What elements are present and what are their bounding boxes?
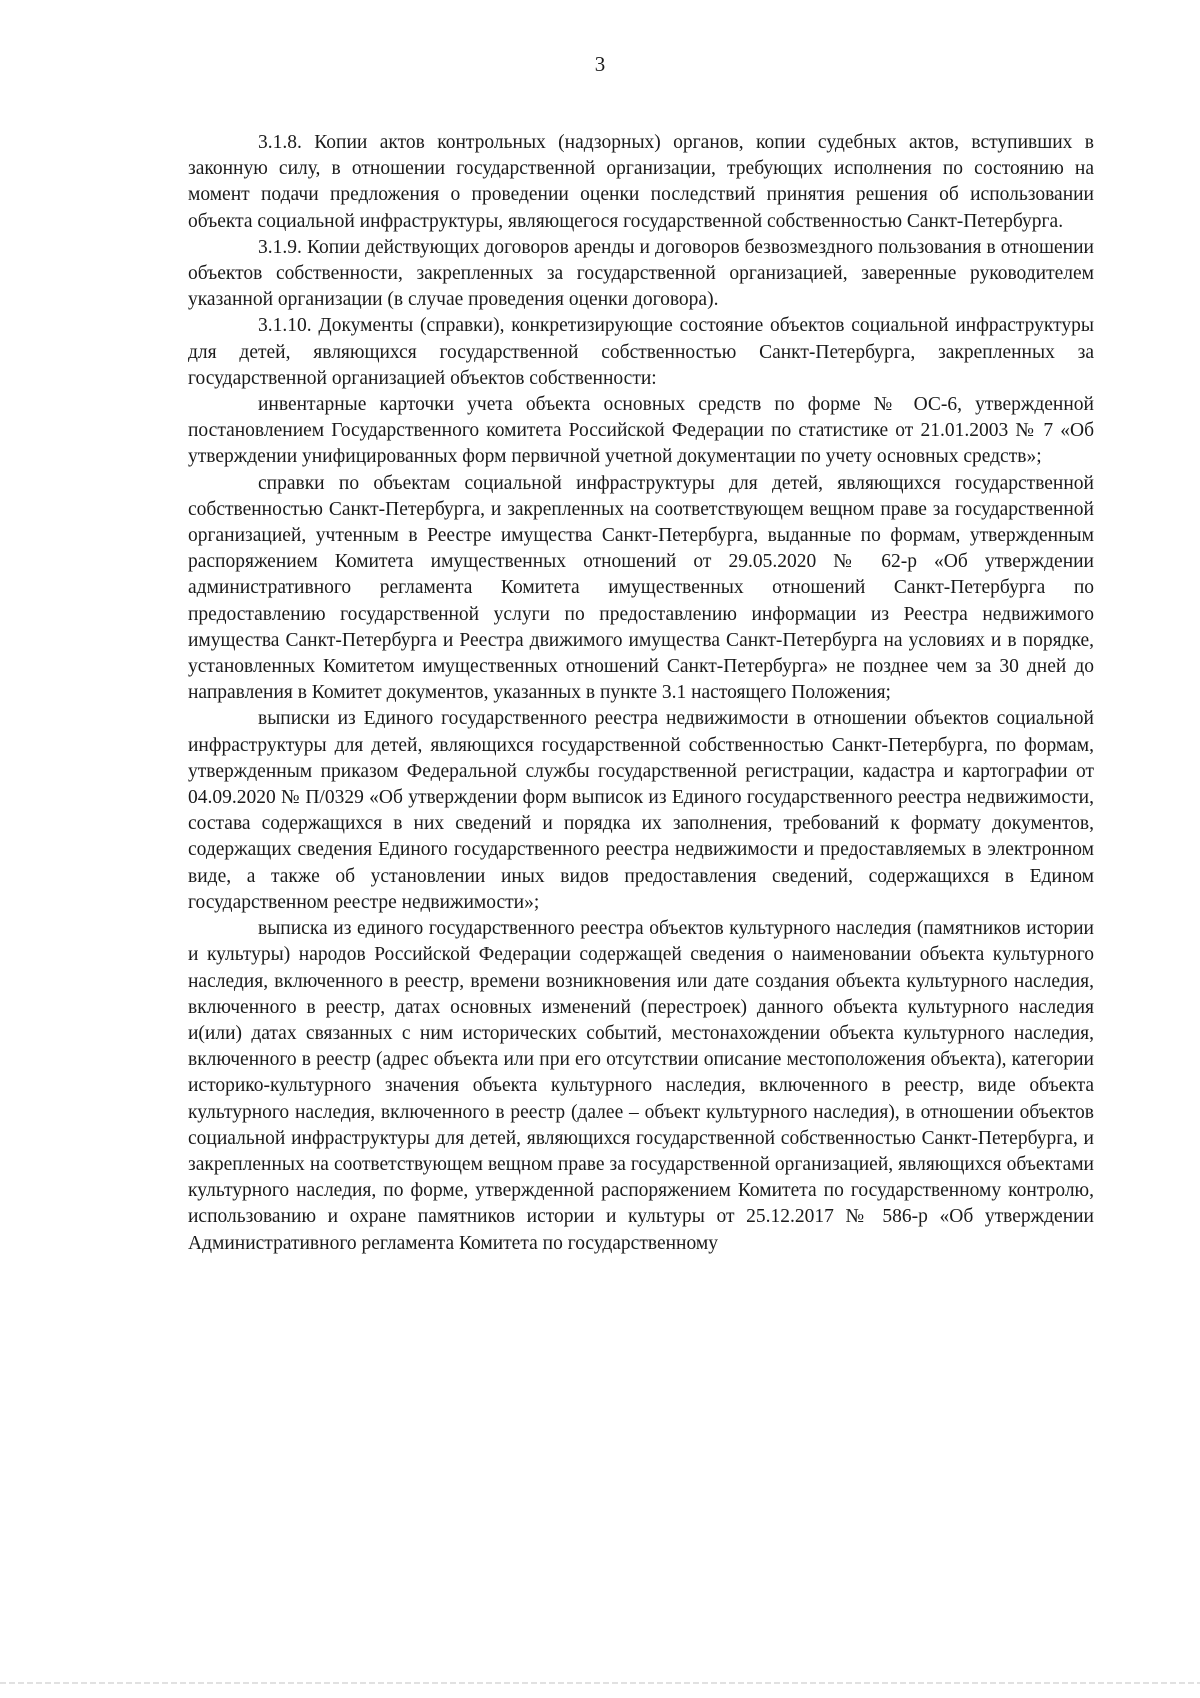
paragraph-egrn-extracts: выписки из Единого государственного реестра недвижимости в отношении объектов социальной инфраструктуры для детей, являющихся государственной собственностью Санкт-Петербурга, по формам, утвержденным приказом Федеральной службы государственной регистрации, кадастра и картографии от 04.09.2020 № П/0329 «Об утверждении форм выписок из Единого государственного реестра недвижимости, состава содержащихся в них сведений и порядка их заполнения, требований к формату документов, содержащих сведения Единого государственного реестра недвижимости и предоставляемых в электронном виде, а также об установлении иных видов предоставления сведений, содержащихся в Едином государственном реестре недвижимости»;: [188, 708, 1094, 913]
page-number: 3: [594, 52, 606, 76]
paragraph-3-1-9: 3.1.9. Копии действующих договоров аренды и договоров безвозмездного пользования в отношении объектов собственности, закрепленных за государственной организацией, заверенные руководителем указанной организации (в случае проведения оценки договора).: [188, 236, 1094, 311]
paragraph-3-1-8: 3.1.8. Копии актов контрольных (надзорных) органов, копии судебных актов, вступивших в законную силу, в отношении государственной организации, требующих исполнения по состоянию на момент подачи предложения о проведении оценки последствий принятия решения об использовании объекта социальной инфраструктуры, являющегося государственной собственностью Санкт-Петербурга.: [188, 132, 1094, 232]
paragraph-3-1-10: 3.1.10. Документы (справки), конкретизирующие состояние объектов социальной инфраструктуры для детей, являющихся государственной собственностью Санкт-Петербурга, закрепленных за государственной организацией объектов собственности:: [188, 315, 1094, 389]
paragraph-cultural-heritage-extract: выписка из единого государственного реестра объектов культурного наследия (памятников истории и культуры) народов Российской Федерации содержащей сведения о наименовании объекта культурного наследия, включенного в реестр, времени возникновения или дате создания объекта культурного наследия, включенного в реестр, датах основных изменений (перестроек) данного объекта культурного наследия и(или) датах связанных с ним исторических событий, местонахождении объекта культурного наследия, включенного в реестр (адрес объекта или при его отсутствии описание местоположения объекта), категории историко-культурного значения объекта культурного наследия, включенного в реестр, виде объекта культурного наследия, включенного в реестр (далее – объект культурного наследия), в отношении объектов социальной инфраструктуры для детей, являющихся государственной собственностью Санкт-Петербурга, и закрепленных на соответствующем вещном праве за государственной организацией, являющихся объектами культурного наследия, по форме, утвержденной распоряжением Комитета по государственному контролю, использованию и охране памятников истории и культуры от 25.12.2017 № 586-р «Об утверждении Административного регламента Комитета по государственному: [188, 918, 1094, 1254]
paragraph-property-certificates: справки по объектам социальной инфраструктуры для детей, являющихся государственной собственностью Санкт-Петербурга, и закрепленных на соответствующем вещном праве за государственной организацией, учтенным в Реестре имущества Санкт-Петербурга, выданные по формам, утвержденным распоряжением Комитета имущественных отношений от 29.05.2020 № 62-р «Об утверждении административного регламента Комитета имущественных отношений Санкт-Петербурга по предоставлению государственной услуги по предоставлению информации из Реестра недвижимого имущества Санкт-Петербурга и Реестра движимого имущества Санкт-Петербурга на условиях и в порядке, установленных Комитетом имущественных отношений Санкт-Петербурга» не позднее чем за 30 дней до направления в Комитет документов, указанных в пункте 3.1 настоящего Положения;: [188, 472, 1094, 704]
paragraph-inventory-cards: инвентарные карточки учета объекта основных средств по форме № ОС-6, утвержденной постановлением Государственного комитета Российской Федерации по статистике от 21.01.2003 № 7 «Об утверждении унифицированных форм первичной учетной документации по учету основных средств»;: [188, 394, 1094, 468]
document-body: [188, 130, 1094, 1257]
scan-edge-artifact: [0, 1682, 1200, 1684]
